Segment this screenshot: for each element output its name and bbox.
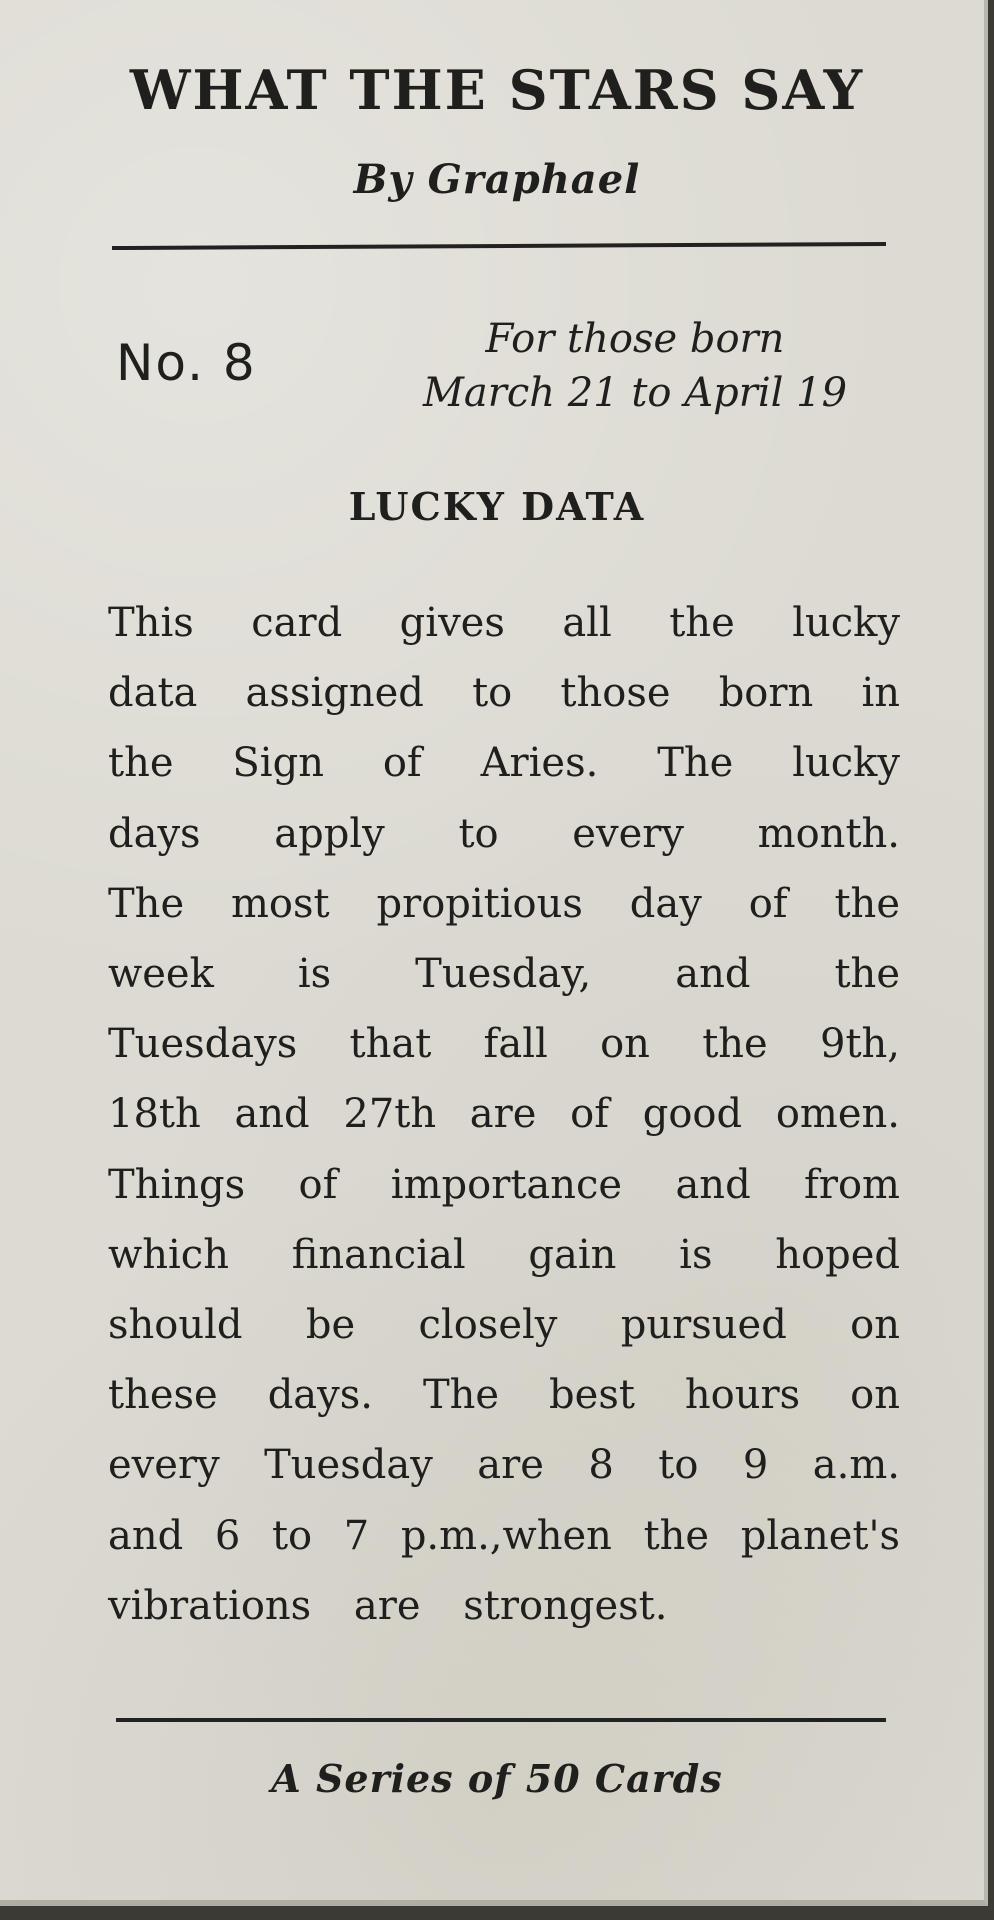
card-number: No. 8: [116, 334, 257, 392]
born-line-2: March 21 to April 19: [422, 370, 848, 416]
born-line-1: For those born: [485, 316, 785, 362]
body-line: the Sign of Aries. The lucky: [108, 740, 900, 787]
card-title: WHAT THE STARS SAY: [129, 58, 865, 122]
body-line: week is Tuesday, and the: [108, 951, 900, 998]
series-footer: A Series of 50 Cards: [271, 1756, 723, 1801]
body-line: 18th and 27th are of good omen.: [108, 1091, 900, 1138]
section-heading: LUCKY DATA: [348, 484, 646, 529]
body-line: every Tuesday are 8 to 9 a.m.: [108, 1442, 900, 1489]
card-body-text: [108, 588, 900, 1641]
body-line: The most propitious day of the: [108, 880, 900, 927]
body-line: should be closely pursued on: [108, 1302, 900, 1349]
body-line: Things of importance and from: [108, 1161, 900, 1208]
top-divider: [112, 242, 886, 250]
body-line: these days. The best hours on: [108, 1372, 900, 1419]
body-line: This card gives all the lucky: [108, 600, 900, 646]
body-line: days apply to every month.: [108, 810, 900, 857]
birth-date-range: [360, 312, 910, 420]
body-line: which financial gain is hoped: [108, 1231, 900, 1278]
body-line: vibrations are strongest.: [108, 1582, 668, 1629]
card-byline: By Graphael: [353, 156, 641, 203]
bottom-divider: [116, 1718, 886, 1722]
body-line: and 6 to 7 p.m.,when the planet's: [108, 1512, 900, 1559]
body-line: data assigned to those born in: [108, 670, 900, 717]
body-line: Tuesdays that fall on the 9th,: [108, 1021, 900, 1068]
